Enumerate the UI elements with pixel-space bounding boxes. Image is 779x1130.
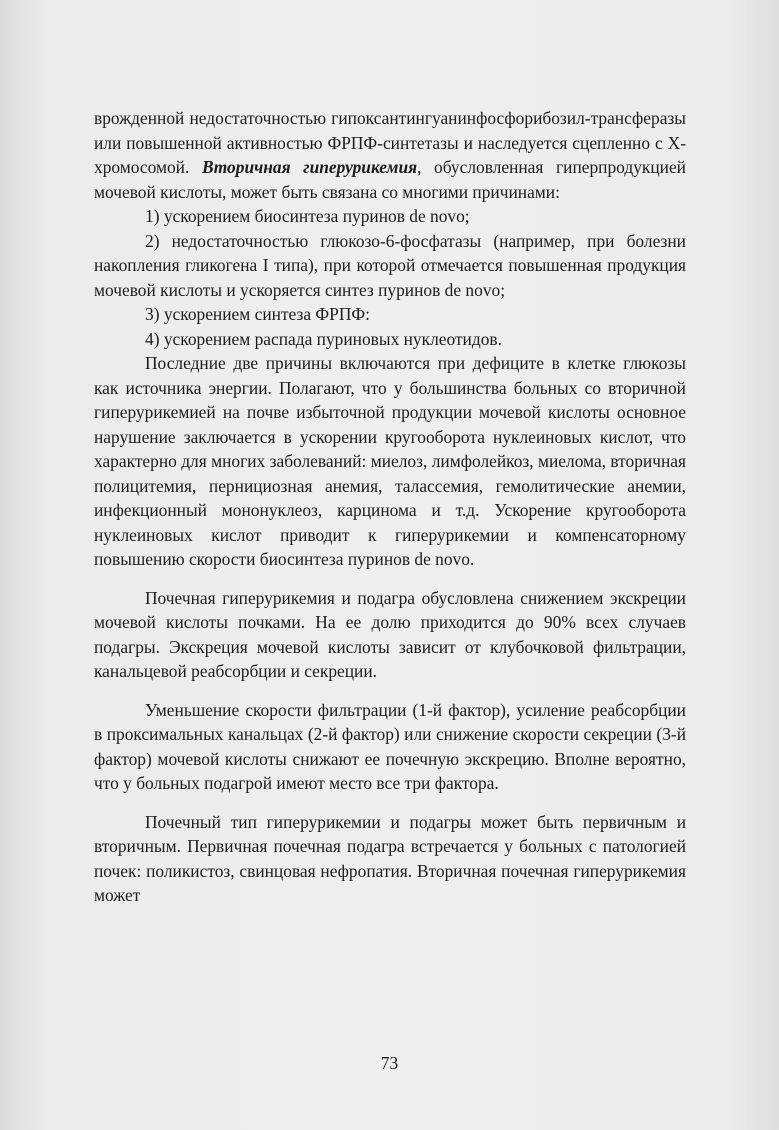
list-item: 2) недостаточностью глюкозо-6-фосфатазы (например, при болезни накопления гликогена I типа), при которой отмечается повышенная продукция мочевой кислоты и ускоряется синтез пуринов de novo; [94, 230, 686, 300]
list-item: 4) ускорением распада пуриновых нуклеотидов. [145, 328, 502, 349]
paragraph: Почечная гиперурикемия и подагра обусловлена снижением экскреции мочевой кислоты почками. На ее долю приходится до 90% всех случаев подагры. Экскреция мочевой кислоты зависит от клубочковой фильтрации, канальцевой реабсорбции и секреции. [94, 587, 686, 681]
list-item: 1) ускорением биосинтеза пуринов de novo; [145, 206, 470, 226]
paragraph: Уменьшение скорости фильтрации (1-й фактор), усиление реабсорбции в проксимальных канальцах (2-й фактор) или снижение скорости секреции (3-й фактор) мочевой кислоты снижают ее почечную экскрецию. Вполне вероятно, что у больных подагрой имеют место все три фактора. [94, 699, 686, 793]
page-number: 73 [380, 1053, 399, 1073]
body-text [94, 106, 686, 908]
text-run: , обусловленная гиперпродукцией мочевой кислоты, может быть связана со многими причинами: [94, 157, 686, 202]
paragraph: Почечный тип гиперурикемии и подагры может быть первичным и вторичным. Первичная почечная подагра встречается у больных с патологией почек: поликистоз, свинцовая нефропатия. Вторичная почечная гиперурикемия может [94, 811, 686, 905]
paragraph: Последние две причины включаются при дефиците в клетке глюкозы как источника энергии. Полагают, что у большинства больных со вторичной гиперурикемией на почве избыточной продукции мочевой кислоты основное нарушение заключается в ускорении кругооборота нуклеиновых кислот, что характерно для многих заболеваний: миелоз, лимфолейкоз, миелома, вторичная полицитемия, пернициозная анемия, талассемия, гемолитические анемии, инфекционный мононуклеоз, карцинома и т.д. Ускорение кругооборота нуклеиновых кислот приводит к гиперурикемии и компенсаторному повышению скорости биосинтеза пуринов de novo. [94, 353, 686, 569]
emphasized-term: Вторичная гиперурикемия [201, 157, 418, 177]
list-item: 3) ускорением синтеза ФРПФ: [145, 304, 370, 324]
text-run: врожденной недостаточностью гипоксантингуанинфосфорибозил-трансферазы или повышенной активностью ФРПФ-синтетазы и наследуется сцепленно с Х-хромосомой. [94, 108, 686, 177]
paragraph [94, 106, 686, 204]
